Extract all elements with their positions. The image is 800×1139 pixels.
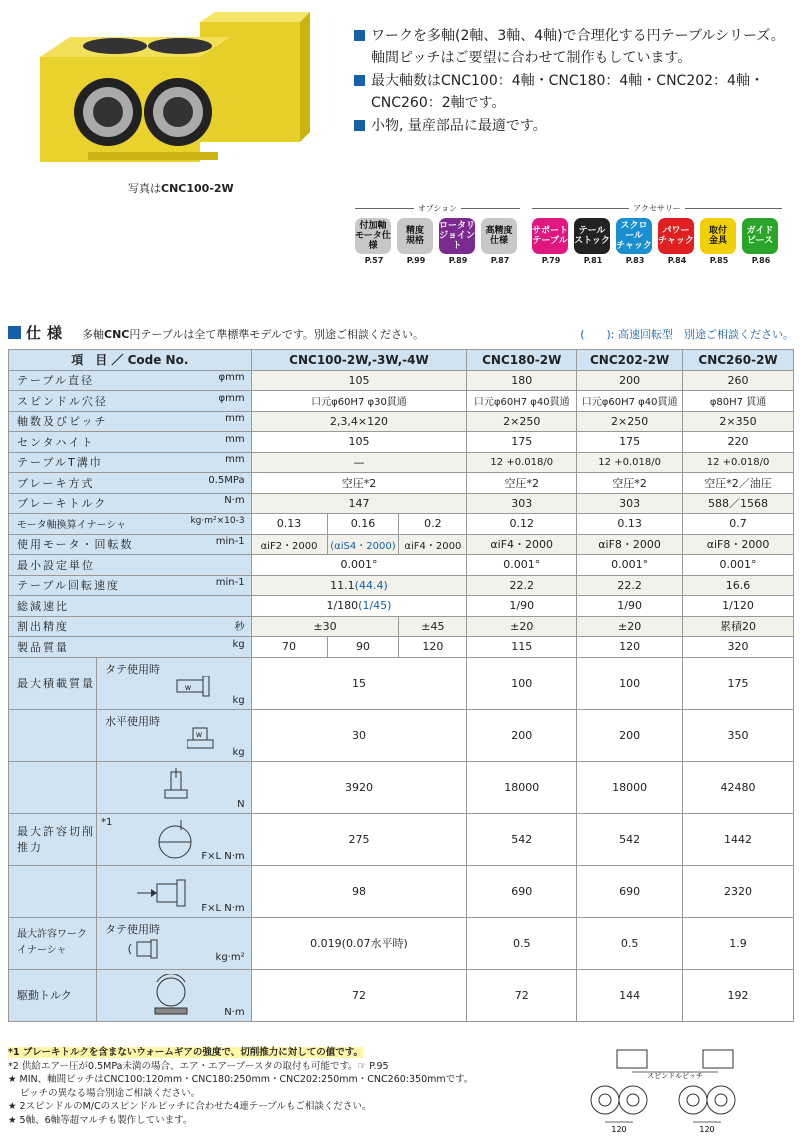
option-icon-0[interactable] — [355, 218, 393, 265]
cell: 690 — [577, 865, 683, 917]
cell: 22.2 — [467, 575, 577, 596]
cell-value-highspeed: (1/45) — [358, 599, 392, 613]
cell: 303 — [467, 493, 577, 514]
table-row — [9, 616, 794, 637]
table-row — [9, 709, 794, 761]
section-desc-suffix: 円テーブルは全て準標準モデルです。別途ご相談ください。 — [129, 328, 424, 341]
accessory-page-ref: P.85 — [709, 256, 729, 265]
cell: 空圧*2 — [251, 473, 467, 494]
cell: 0.16 — [327, 514, 399, 535]
label-text: 割出精度 — [17, 620, 69, 634]
accessory-icon-0[interactable] — [532, 218, 570, 265]
cell: 3920 — [251, 761, 467, 813]
feature-bullets — [354, 25, 794, 138]
cell-value: 11.1 — [330, 578, 355, 592]
label-text: 使用モータ・回転数 — [17, 538, 134, 552]
unit: kg — [232, 638, 245, 650]
cell — [251, 596, 467, 617]
row-label — [9, 709, 252, 761]
accessory-page-ref: P.79 — [541, 256, 561, 265]
label-text: 最小設定単位 — [17, 558, 95, 572]
cell: 口元φ60H7 φ30貫通 — [251, 391, 467, 412]
cell: 1/120 — [683, 596, 794, 617]
cell: 105 — [251, 370, 467, 391]
accessory-page-ref: P.83 — [625, 256, 645, 265]
bullet-3 — [354, 115, 794, 137]
cell: ±45 — [399, 616, 467, 637]
cell: — — [251, 452, 467, 473]
work-inertia-diagram-icon — [127, 938, 167, 962]
cell: 0.001° — [683, 555, 794, 576]
accessory-page-ref: P.81 — [583, 256, 603, 265]
option-badge: 高精度 仕様 — [481, 218, 517, 254]
cell: 542 — [467, 813, 577, 865]
accessories-label-text: アクセサリー — [633, 204, 681, 213]
row-label — [9, 637, 252, 658]
label-text: 製品質量 — [17, 640, 69, 654]
cell: 1.9 — [683, 917, 794, 969]
label-text: ブレーキトルク — [17, 497, 108, 511]
option-icon-3[interactable] — [481, 218, 519, 265]
row-label — [9, 969, 252, 1021]
sub-label: タテ使用時 — [105, 922, 160, 936]
cell: 0.001° — [251, 555, 467, 576]
caption-prefix: 写真は — [128, 182, 161, 195]
cell — [251, 575, 467, 596]
header-cnc100: CNC100-2W,-3W,-4W — [251, 350, 467, 371]
cell: 220 — [683, 432, 794, 453]
thrust-radial-diagram-icon — [155, 820, 195, 860]
product-photo — [40, 12, 310, 177]
table-row — [9, 452, 794, 473]
cell-value: 1/180 — [326, 599, 359, 613]
option-icon-1[interactable] — [397, 218, 435, 265]
table-header-row — [9, 350, 794, 371]
cell: 175 — [683, 657, 794, 709]
row-label — [9, 391, 252, 412]
table-row — [9, 637, 794, 658]
options-label — [355, 203, 520, 214]
accessory-icon-4[interactable] — [700, 218, 738, 265]
sub-label: 水平使用時 — [105, 714, 160, 728]
cell: 12 +0.018/0 — [683, 452, 794, 473]
cell: 200 — [577, 370, 683, 391]
cell-value-highspeed: (44.4) — [354, 578, 388, 592]
accessory-icon-3[interactable] — [658, 218, 696, 265]
thrust-side-diagram-icon — [137, 876, 197, 910]
unit: φmm — [218, 392, 245, 404]
cell: 2×350 — [683, 411, 794, 432]
bullet-square-icon — [354, 75, 365, 86]
cell: 1/90 — [577, 596, 683, 617]
row-label — [9, 813, 252, 865]
cell: αiF8・2000 — [683, 534, 794, 555]
section-desc-model: CNC — [104, 328, 130, 341]
row-label — [9, 473, 252, 494]
cell: 22.2 — [577, 575, 683, 596]
cell: 690 — [467, 865, 577, 917]
unit: kg — [232, 746, 245, 758]
cell: ±30 — [251, 616, 399, 637]
row-label — [9, 452, 252, 473]
cell: 120 — [399, 637, 467, 658]
cell: 0.12 — [467, 514, 577, 535]
header-cnc180: CNC180-2W — [467, 350, 577, 371]
cell: αiF4・2000 — [467, 534, 577, 555]
unit: kg·m² — [215, 951, 245, 963]
cell: 175 — [577, 432, 683, 453]
cell: 1/90 — [467, 596, 577, 617]
accessory-badge: 取付 金具 — [700, 218, 736, 254]
table-row — [9, 657, 794, 709]
unit: F×L N·m — [201, 850, 245, 862]
cell: 192 — [683, 969, 794, 1021]
accessory-icon-5[interactable] — [742, 218, 780, 265]
cell: αiF2・2000 — [251, 534, 327, 555]
accessory-badge: スクロール チャック — [616, 218, 652, 254]
accessory-icon-1[interactable] — [574, 218, 612, 265]
cell: 70 — [251, 637, 327, 658]
unit: mm — [225, 454, 245, 466]
option-page-ref: P.87 — [490, 256, 510, 265]
cell: 16.6 — [683, 575, 794, 596]
caption-model: CNC100-2W — [161, 182, 234, 195]
label-text: スピンドル穴径 — [17, 394, 108, 408]
table-row — [9, 596, 794, 617]
footnote-3b: ピッチの異なる場合別途ご相談ください。 — [20, 1087, 201, 1099]
cell: 303 — [577, 493, 683, 514]
cell: αiF4・2000 — [399, 534, 467, 555]
label-text: モータ軸換算イナーシャ — [17, 520, 127, 532]
unit: F×L N·m — [201, 902, 245, 914]
cell: 90 — [327, 637, 399, 658]
table-row — [9, 917, 794, 969]
footnote-1: *1 ブレーキトルクを含まないウォームギアの強度で、切削推力に対しての値です。 — [8, 1047, 363, 1058]
section-desc — [82, 326, 424, 342]
cell: 100 — [467, 657, 577, 709]
cell: ±20 — [467, 616, 577, 637]
cell: 空圧*2／油圧 — [683, 473, 794, 494]
option-badge: ロータリ ジョイント — [439, 218, 475, 254]
option-badge: 付加軸 モータ仕様 — [355, 218, 391, 254]
photo-caption — [128, 180, 234, 196]
unit: min-1 — [215, 577, 245, 589]
accessory-badge: パワー チャック — [658, 218, 694, 254]
section-title: 仕様 — [26, 324, 69, 342]
bullet-text: 小物, 量産部品に最適です。 — [371, 118, 547, 134]
header-cnc202: CNC202-2W — [577, 350, 683, 371]
table-row — [9, 391, 794, 412]
row-label — [9, 493, 252, 514]
unit: 0.5MPa — [208, 474, 245, 486]
table-row — [9, 370, 794, 391]
footnote-4: ★ 2スピンドルのM/Cのスピンドルピッチに合わせた4連テーブルもご相談ください。 — [8, 1101, 372, 1112]
footnote-2: *2 供給エアー圧が0.5MPa未満の場合、エア・エアーブースタの取付も可能です。☞ P.95 — [8, 1060, 389, 1072]
unit: N·m — [224, 1006, 245, 1018]
horizontal-load-diagram-icon — [187, 726, 217, 754]
row-label — [9, 865, 252, 917]
option-page-ref: P.57 — [364, 256, 384, 265]
cell: 588／1568 — [683, 493, 794, 514]
cell: 空圧*2 — [577, 473, 683, 494]
cell: 200 — [467, 709, 577, 761]
vertical-load-diagram-icon — [175, 676, 225, 700]
cell: 200 — [577, 709, 683, 761]
row-label — [9, 514, 252, 535]
cell: 口元φ60H7 φ40貫通 — [467, 391, 577, 412]
cell: 1442 — [683, 813, 794, 865]
pitch-dim-2: 120 — [699, 1125, 715, 1134]
bullet-1 — [354, 25, 794, 69]
cell: 0.13 — [251, 514, 327, 535]
table-row — [9, 473, 794, 494]
row-label — [9, 616, 252, 637]
svg-text:W: W — [185, 684, 193, 692]
sub-label: タテ使用時 — [105, 662, 160, 676]
label-text: テーブルT溝巾 — [17, 456, 103, 470]
label-text: センタハイト — [17, 435, 95, 449]
cell: 275 — [251, 813, 467, 865]
unit: mm — [225, 433, 245, 445]
group-label: 駆動トルク — [9, 970, 97, 1021]
cell: 18000 — [577, 761, 683, 813]
label-text: 総減速比 — [17, 599, 69, 613]
cell: 0.13 — [577, 514, 683, 535]
row-label — [9, 761, 252, 813]
spec-section-header — [8, 322, 794, 343]
table-row — [9, 761, 794, 813]
footnote-5: ★ 5軸、6軸等超マルチも製作しています。 — [8, 1114, 193, 1126]
group-label: 最大許容切削推力 — [9, 814, 97, 865]
row-label — [9, 917, 252, 969]
unit: N·m — [224, 495, 245, 507]
cell: 空圧*2 — [467, 473, 577, 494]
cell: 2320 — [683, 865, 794, 917]
accessory-page-ref: P.86 — [751, 256, 771, 265]
bullet-square-icon — [354, 120, 365, 131]
options-icons — [355, 218, 523, 265]
table-row — [9, 865, 794, 917]
cell: 0.001° — [467, 555, 577, 576]
cell: 0.001° — [577, 555, 683, 576]
section-note: ( ): 高速回転型 別途ご相談ください。 — [580, 328, 794, 341]
row-label — [9, 555, 252, 576]
accessory-icon-2[interactable] — [616, 218, 654, 265]
cell: 175 — [467, 432, 577, 453]
cell: 260 — [683, 370, 794, 391]
cell: 42480 — [683, 761, 794, 813]
footnote-mark: *1 — [101, 816, 113, 828]
bullet-text: ワークを多軸(2軸、3軸、4軸)で合理化する円テーブルシリーズ。軸間ピッチはご要望に合わせて制作もしています。 — [371, 28, 785, 66]
cell: 0.2 — [399, 514, 467, 535]
table-row — [9, 432, 794, 453]
group-label: 最大許容ワークイナーシャ — [9, 918, 97, 969]
cell: 2×250 — [577, 411, 683, 432]
spindle-pitch-diagram — [575, 1048, 795, 1136]
pitch-dim-1: 120 — [611, 1125, 627, 1134]
unit: N — [237, 798, 245, 810]
cell: 口元φ60H7 φ40貫通 — [577, 391, 683, 412]
cell: 12 +0.018/0 — [577, 452, 683, 473]
table-row — [9, 534, 794, 555]
row-label — [9, 657, 252, 709]
accessory-badge: テール ストック — [574, 218, 610, 254]
cell: 2,3,4×120 — [251, 411, 467, 432]
cell: 320 — [683, 637, 794, 658]
cell: 0.5 — [467, 917, 577, 969]
table-row — [9, 575, 794, 596]
label-text: テーブル直径 — [17, 374, 95, 388]
options-label-text: オプション — [417, 204, 458, 213]
unit: φmm — [218, 372, 245, 384]
thrust-axial-diagram-icon — [159, 768, 193, 802]
row-label — [9, 411, 252, 432]
group-label: 最大積載質量 — [9, 658, 97, 709]
unit: kg — [232, 694, 245, 706]
row-label — [9, 432, 252, 453]
cell: 98 — [251, 865, 467, 917]
drive-torque-diagram-icon — [149, 974, 193, 1018]
unit: min-1 — [215, 536, 245, 548]
cell: 72 — [467, 969, 577, 1021]
label-text: ブレーキ方式 — [17, 476, 95, 490]
pitch-label: スピンドルピッチ — [647, 1072, 703, 1080]
header-item: 項 目 ／ Code No. — [9, 350, 252, 371]
bullet-text: 最大軸数はCNC100：4軸・CNC180：4軸・CNC202：4軸・CNC260：2軸です。 — [371, 73, 764, 111]
accessories-icons — [532, 218, 784, 265]
bullet-2 — [354, 70, 794, 114]
cell: αiF8・2000 — [577, 534, 683, 555]
option-icon-2[interactable] — [439, 218, 477, 265]
option-page-ref: P.99 — [406, 256, 426, 265]
spec-table — [8, 349, 794, 1022]
cell: 0.5 — [577, 917, 683, 969]
cell: ±20 — [577, 616, 683, 637]
bullet-square-icon — [354, 30, 365, 41]
accessories-label — [532, 203, 782, 214]
label-text: テーブル回転速度 — [17, 579, 121, 593]
cell: 147 — [251, 493, 467, 514]
cell: 18000 — [467, 761, 577, 813]
cell: 72 — [251, 969, 467, 1021]
cell: 120 — [577, 637, 683, 658]
cell: 144 — [577, 969, 683, 1021]
section-desc-prefix: 多軸 — [82, 328, 105, 341]
cell: 2×250 — [467, 411, 577, 432]
label-text: 軸数及びピッチ — [17, 415, 108, 429]
cell: 累積20 — [683, 616, 794, 637]
cell: (αiS4・2000) — [327, 534, 399, 555]
table-row — [9, 514, 794, 535]
header-cnc260: CNC260-2W — [683, 350, 794, 371]
cell: 180 — [467, 370, 577, 391]
table-row — [9, 555, 794, 576]
unit: 秒 — [234, 622, 245, 634]
table-row — [9, 969, 794, 1021]
section-square-icon — [8, 326, 21, 339]
unit: mm — [225, 413, 245, 425]
row-label — [9, 534, 252, 555]
table-row — [9, 411, 794, 432]
cell: 30 — [251, 709, 467, 761]
unit: kg·m²×10-3 — [190, 516, 245, 527]
row-label — [9, 575, 252, 596]
footnote-3: ★ MIN、軸間ピッチはCNC100:120mm・CNC180:250mm・CNC202:250mm・CNC260:350mmです。 — [8, 1074, 474, 1085]
cell: 350 — [683, 709, 794, 761]
cell: 0.7 — [683, 514, 794, 535]
cell: 100 — [577, 657, 683, 709]
cell: 12 +0.018/0 — [467, 452, 577, 473]
cell: 0.019(0.07水平時) — [251, 917, 467, 969]
cell: φ80H7 貫通 — [683, 391, 794, 412]
cell: 542 — [577, 813, 683, 865]
table-row — [9, 813, 794, 865]
row-label — [9, 596, 252, 617]
accessory-badge: ガイド ピース — [742, 218, 778, 254]
cell: 115 — [467, 637, 577, 658]
table-row — [9, 493, 794, 514]
cell: 105 — [251, 432, 467, 453]
accessory-badge: サポート テーブル — [532, 218, 568, 254]
row-label — [9, 370, 252, 391]
footnotes — [8, 1046, 548, 1127]
option-page-ref: P.89 — [448, 256, 468, 265]
cell: 15 — [251, 657, 467, 709]
accessory-page-ref: P.84 — [667, 256, 687, 265]
svg-text:W: W — [196, 731, 204, 739]
option-badge: 精度 規格 — [397, 218, 433, 254]
